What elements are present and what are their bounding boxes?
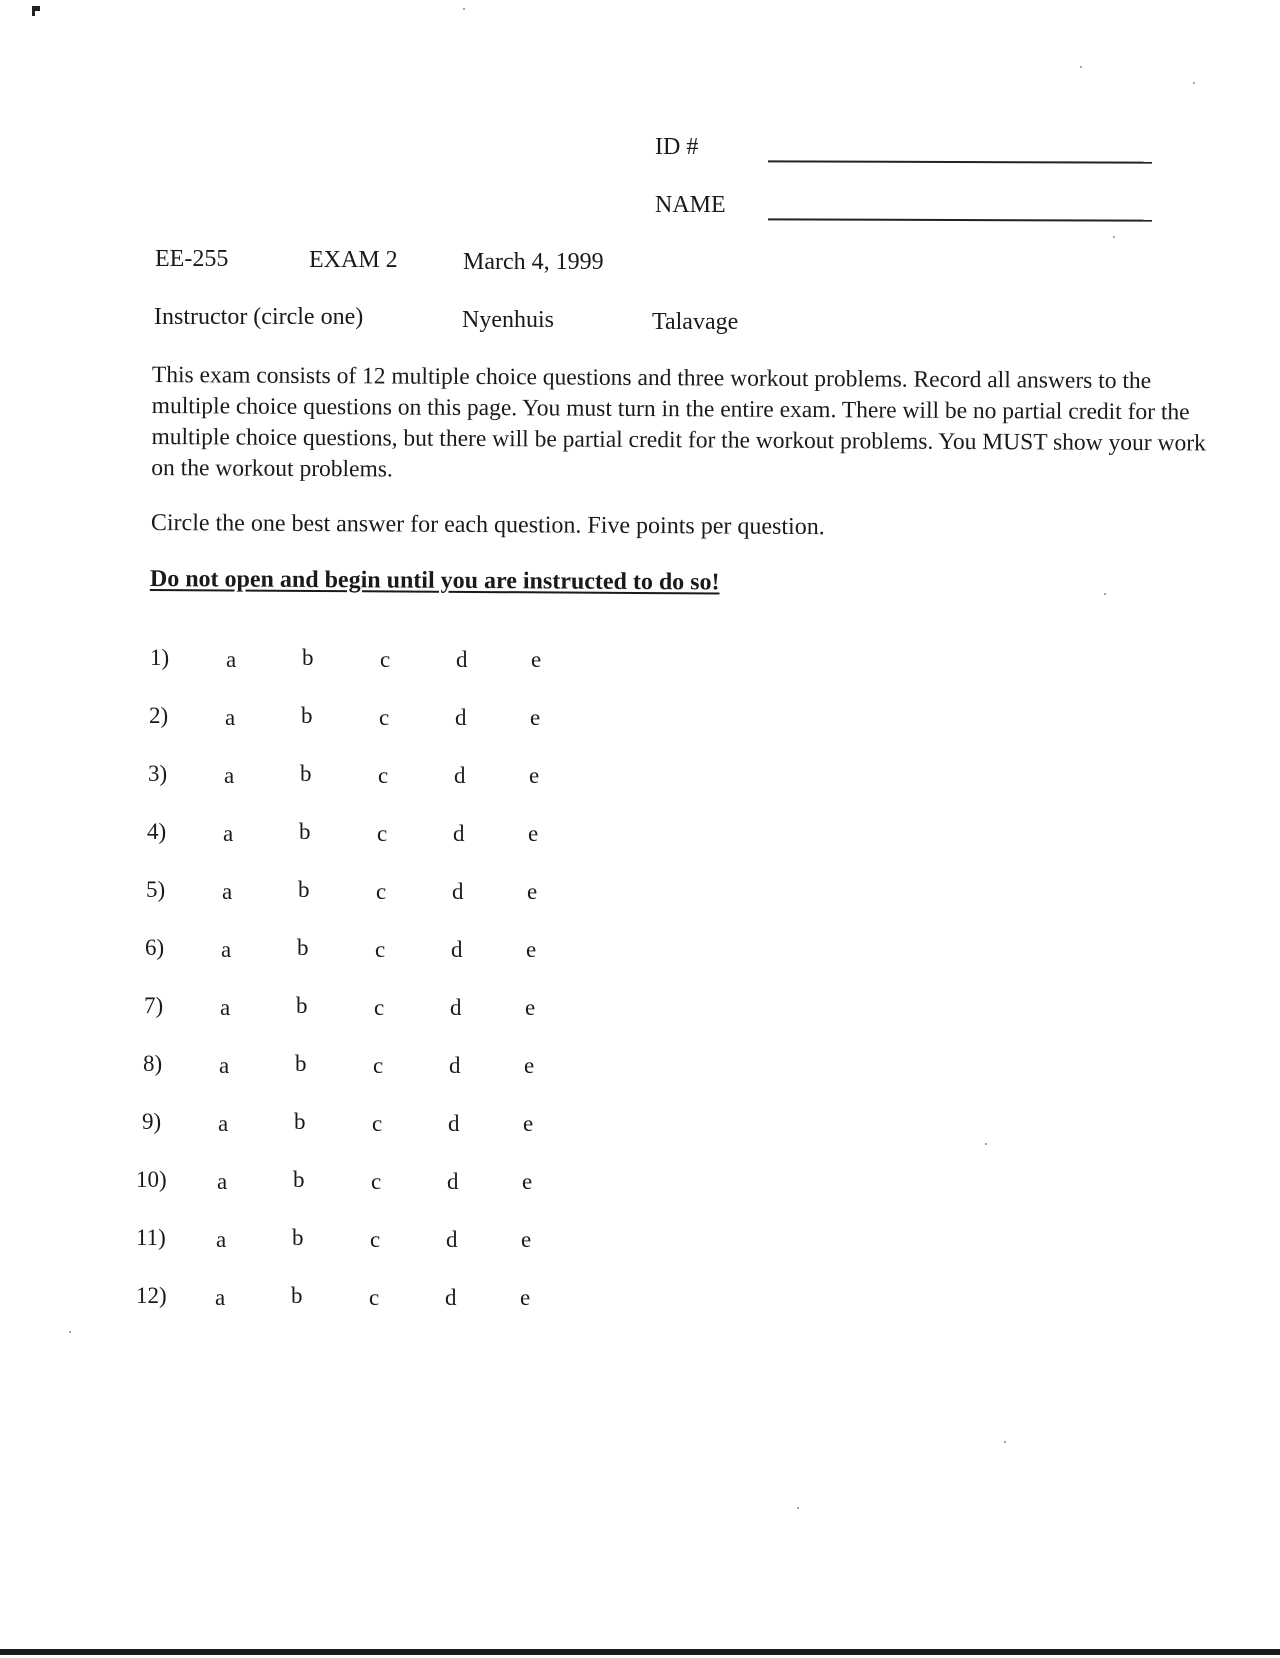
option-b[interactable]: b xyxy=(291,1283,303,1308)
option-a[interactable]: a xyxy=(223,821,234,846)
do-not-open-warning: Do not open and begin until you are instructed to do so! xyxy=(149,566,720,596)
option-a[interactable]: a xyxy=(224,763,235,788)
option-d[interactable]: d xyxy=(446,1227,458,1252)
course-code: EE-255 xyxy=(155,246,229,272)
instructor-label: Instructor (circle one) xyxy=(154,304,364,330)
option-a[interactable]: a xyxy=(226,647,237,672)
option-c[interactable]: c xyxy=(373,1053,384,1078)
scan-bottom-edge xyxy=(0,1649,1280,1655)
option-c[interactable]: c xyxy=(376,879,387,904)
scan-speck xyxy=(1113,236,1115,238)
question-number: 11) xyxy=(136,1225,166,1250)
option-e[interactable]: e xyxy=(524,1053,535,1078)
option-e[interactable]: e xyxy=(527,879,538,904)
option-d[interactable]: d xyxy=(455,705,467,730)
scan-corner-mark xyxy=(32,6,40,11)
option-a[interactable]: a xyxy=(216,1227,227,1252)
option-e[interactable]: e xyxy=(526,937,537,962)
instructor-option-talavage[interactable]: Talavage xyxy=(652,309,739,335)
option-e[interactable]: e xyxy=(521,1227,532,1252)
question-number: 7) xyxy=(144,993,164,1018)
option-b[interactable]: b xyxy=(293,1167,305,1192)
option-b[interactable]: b xyxy=(300,761,312,786)
option-b[interactable]: b xyxy=(299,819,311,844)
option-a[interactable]: a xyxy=(225,705,236,730)
exam-number: EXAM 2 xyxy=(309,247,398,273)
question-number: 1) xyxy=(150,645,170,670)
instructor-option-nyenhuis[interactable]: Nyenhuis xyxy=(462,307,554,333)
question-number: 8) xyxy=(143,1051,163,1076)
exam-date: March 4, 1999 xyxy=(463,249,604,275)
option-d[interactable]: d xyxy=(449,1053,461,1078)
option-a[interactable]: a xyxy=(221,937,232,962)
option-b[interactable]: b xyxy=(298,877,310,902)
option-b[interactable]: b xyxy=(302,645,314,670)
question-number: 9) xyxy=(142,1109,162,1134)
option-e[interactable]: e xyxy=(520,1285,531,1310)
name-label: NAME xyxy=(655,192,726,218)
option-e[interactable]: e xyxy=(522,1169,533,1194)
question-number: 3) xyxy=(148,761,168,786)
option-c[interactable]: c xyxy=(375,937,386,962)
name-input-line[interactable] xyxy=(768,218,1152,221)
option-c[interactable]: c xyxy=(377,821,388,846)
question-number: 12) xyxy=(136,1283,167,1308)
option-d[interactable]: d xyxy=(453,821,465,846)
circle-answer-note: Circle the one best answer for each question. Five points per question. xyxy=(150,509,825,541)
option-d[interactable]: d xyxy=(456,647,468,672)
option-b[interactable]: b xyxy=(294,1109,306,1134)
option-b[interactable]: b xyxy=(297,935,309,960)
option-e[interactable]: e xyxy=(530,705,541,730)
question-number: 2) xyxy=(149,703,169,728)
option-c[interactable]: c xyxy=(370,1227,381,1252)
question-number: 10) xyxy=(136,1167,167,1192)
question-number: 4) xyxy=(147,819,167,844)
option-d[interactable]: d xyxy=(452,879,464,904)
scan-speck xyxy=(985,1143,987,1145)
option-d[interactable]: d xyxy=(445,1285,457,1310)
option-d[interactable]: d xyxy=(454,763,466,788)
option-c[interactable]: c xyxy=(378,763,389,788)
option-d[interactable]: d xyxy=(447,1169,459,1194)
option-c[interactable]: c xyxy=(371,1169,382,1194)
option-c[interactable]: c xyxy=(372,1111,383,1136)
option-c[interactable]: c xyxy=(369,1285,380,1310)
option-c[interactable]: c xyxy=(379,705,390,730)
question-number: 6) xyxy=(145,935,165,960)
option-e[interactable]: e xyxy=(529,763,540,788)
option-a[interactable]: a xyxy=(217,1169,228,1194)
option-e[interactable]: e xyxy=(523,1111,534,1136)
option-d[interactable]: d xyxy=(448,1111,460,1136)
option-e[interactable]: e xyxy=(531,647,542,672)
option-e[interactable]: e xyxy=(525,995,536,1020)
option-b[interactable]: b xyxy=(301,703,313,728)
scan-speck xyxy=(1104,593,1106,595)
option-a[interactable]: a xyxy=(222,879,233,904)
id-label: ID # xyxy=(655,134,699,160)
scan-speck xyxy=(1080,66,1082,68)
scan-speck xyxy=(797,1507,799,1509)
option-b[interactable]: b xyxy=(295,1051,307,1076)
question-number: 5) xyxy=(146,877,166,902)
id-input-line[interactable] xyxy=(768,160,1152,163)
scan-speck xyxy=(463,8,465,10)
option-a[interactable]: a xyxy=(220,995,231,1020)
option-d[interactable]: d xyxy=(451,937,463,962)
scan-speck xyxy=(1004,1441,1006,1443)
scan-speck xyxy=(1193,82,1195,84)
option-a[interactable]: a xyxy=(218,1111,229,1136)
option-e[interactable]: e xyxy=(528,821,539,846)
option-c[interactable]: c xyxy=(374,995,385,1020)
option-a[interactable]: a xyxy=(219,1053,230,1078)
option-a[interactable]: a xyxy=(215,1285,226,1310)
option-c[interactable]: c xyxy=(380,647,391,672)
scan-speck xyxy=(69,1331,71,1333)
instructions-paragraph: This exam consists of 12 multiple choice questions and three workout problems. Record all answers to the multiple choice questions on this page. You must turn in the entire exam. There will be no partial credit for the multiple choice questions, but there will be partial credit for the workout problems. You MUST show your work on the workout problems. xyxy=(151,361,1206,483)
option-b[interactable]: b xyxy=(296,993,308,1018)
option-b[interactable]: b xyxy=(292,1225,304,1250)
option-d[interactable]: d xyxy=(450,995,462,1020)
